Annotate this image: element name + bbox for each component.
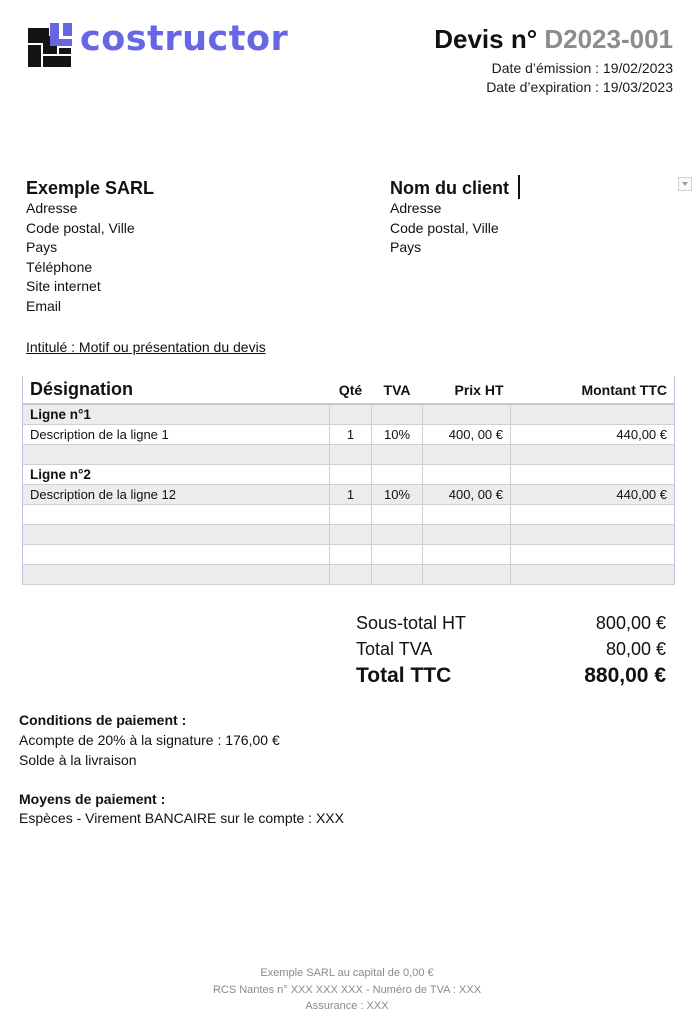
cell-vat[interactable] — [372, 465, 423, 485]
table-row[interactable] — [23, 565, 675, 585]
cell-vat[interactable] — [372, 565, 423, 585]
cell-vat[interactable] — [372, 525, 423, 545]
table-row[interactable] — [23, 485, 675, 505]
cell-qty[interactable] — [330, 565, 372, 585]
sender-email: Email — [26, 297, 62, 314]
cell-designation[interactable]: Description de la ligne 1 — [23, 425, 330, 445]
cell-amount-ttc[interactable] — [511, 505, 675, 525]
sender-website: Site internet — [26, 278, 101, 294]
cell-designation[interactable]: Ligne n°1 — [23, 404, 330, 425]
brand-logo — [28, 19, 289, 69]
sender-postal-city: Code postal, Ville — [26, 219, 135, 236]
cell-amount-ttc[interactable]: 440,00 € — [511, 485, 675, 505]
quote-title — [434, 24, 673, 55]
text-cursor — [518, 175, 520, 199]
dropdown-arrow-icon[interactable] — [678, 177, 692, 191]
cell-qty[interactable] — [330, 465, 372, 485]
cell-designation[interactable] — [23, 525, 330, 545]
table-row[interactable] — [23, 505, 675, 525]
cell-vat[interactable] — [372, 404, 423, 425]
quote-lines-table — [22, 376, 675, 585]
cell-price-ht[interactable]: 400, 00 € — [423, 485, 511, 505]
sender-name: Exemple SARL — [26, 178, 155, 198]
sender-country: Pays — [26, 239, 58, 255]
payment-condition-balance: Solde à la livraison — [19, 752, 137, 768]
issue-date: Date d’émission : 19/02/2023 — [491, 60, 673, 76]
subtotal-value: 800,00 € — [595, 613, 666, 633]
table-row[interactable] — [23, 425, 675, 445]
footer-capital: Exemple SARL au capital de 0,00 € — [260, 967, 434, 979]
cell-designation[interactable] — [23, 565, 330, 585]
cell-qty[interactable] — [330, 404, 372, 425]
table-row[interactable] — [23, 465, 675, 485]
cell-price-ht[interactable] — [423, 505, 511, 525]
col-header-vat: TVA — [372, 376, 423, 404]
cell-price-ht[interactable] — [423, 565, 511, 585]
quote-subject[interactable]: Intitulé : Motif ou présentation du devis — [26, 339, 266, 355]
cell-qty[interactable]: 1 — [330, 485, 372, 505]
cell-qty[interactable] — [330, 525, 372, 545]
cell-designation[interactable] — [23, 545, 330, 565]
table-row[interactable] — [23, 445, 675, 465]
cell-price-ht[interactable] — [423, 465, 511, 485]
cell-designation[interactable]: Ligne n°2 — [23, 465, 330, 485]
cell-vat[interactable]: 10% — [372, 485, 423, 505]
cell-price-ht[interactable] — [423, 404, 511, 425]
interlocking-blocks-logo-icon — [28, 23, 72, 67]
client-name-field[interactable]: Nom du client — [390, 178, 510, 198]
payment-conditions-title: Conditions de paiement : — [19, 712, 187, 728]
cell-vat[interactable] — [372, 445, 423, 465]
cell-vat[interactable]: 10% — [372, 425, 423, 445]
table-row[interactable] — [23, 545, 675, 565]
cell-price-ht[interactable] — [423, 445, 511, 465]
quote-number: D2023-001 — [544, 24, 673, 54]
grand-total-value: 880,00 € — [584, 664, 666, 687]
cell-price-ht[interactable] — [423, 545, 511, 565]
cell-amount-ttc[interactable] — [511, 465, 675, 485]
footer-insurance: Assurance : XXX — [305, 1000, 389, 1012]
client-country[interactable]: Pays — [390, 239, 422, 255]
cell-qty[interactable] — [330, 445, 372, 465]
col-header-amount-ttc: Montant TTC — [511, 376, 675, 404]
vat-total-label: Total TVA — [356, 639, 433, 659]
client-address[interactable]: Adresse — [390, 200, 442, 216]
table-row[interactable] — [23, 404, 675, 425]
cell-designation[interactable] — [23, 505, 330, 525]
cell-amount-ttc[interactable]: 440,00 € — [511, 425, 675, 445]
cell-amount-ttc[interactable] — [511, 404, 675, 425]
sender-address: Adresse — [26, 200, 78, 216]
table-row[interactable] — [23, 525, 675, 545]
cell-vat[interactable] — [372, 545, 423, 565]
sender-block — [26, 178, 154, 316]
brand-name: costructor — [80, 19, 289, 59]
footer-rcs-vat: RCS Nantes n° XXX XXX XXX - Numéro de TVA : XXX — [212, 984, 482, 996]
cell-designation[interactable] — [23, 445, 330, 465]
cell-amount-ttc[interactable] — [511, 545, 675, 565]
cell-price-ht[interactable] — [423, 525, 511, 545]
sender-phone: Téléphone — [26, 258, 93, 275]
cell-qty[interactable] — [330, 505, 372, 525]
grand-total-label: Total TTC — [356, 664, 452, 687]
payment-methods-line: Espèces - Virement BANCAIRE sur le compte : XXX — [19, 810, 344, 826]
expiry-date: Date d’expiration : 19/03/2023 — [486, 79, 673, 95]
cell-vat[interactable] — [372, 505, 423, 525]
client-block[interactable] — [390, 178, 509, 258]
cell-amount-ttc[interactable] — [511, 525, 675, 545]
payment-methods-title: Moyens de paiement : — [19, 791, 166, 807]
table-header-row — [23, 376, 675, 404]
cell-designation[interactable]: Description de la ligne 12 — [23, 485, 330, 505]
col-header-price-ht: Prix HT — [423, 376, 511, 404]
cell-amount-ttc[interactable] — [511, 565, 675, 585]
col-header-designation: Désignation — [23, 376, 330, 404]
client-postal-city[interactable]: Code postal, Ville — [390, 219, 499, 236]
cell-price-ht[interactable]: 400, 00 € — [423, 425, 511, 445]
quote-title-prefix: Devis n° — [434, 24, 538, 54]
subtotal-label: Sous-total HT — [356, 613, 467, 633]
payment-condition-deposit: Acompte de 20% à la signature : 176,00 € — [19, 732, 280, 748]
cell-qty[interactable]: 1 — [330, 425, 372, 445]
cell-amount-ttc[interactable] — [511, 445, 675, 465]
col-header-qty: Qté — [330, 376, 372, 404]
cell-qty[interactable] — [330, 545, 372, 565]
vat-total-value: 80,00 € — [605, 639, 666, 659]
